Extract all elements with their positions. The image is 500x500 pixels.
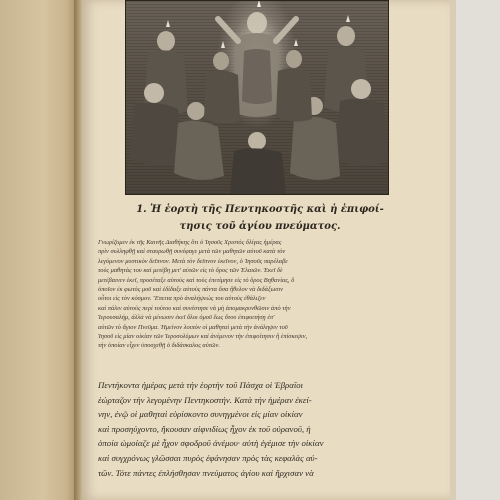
small-text-line: πρὶν συλληφθῇ καὶ σταυρωθῇ συνέφαγε μετὰ τῶν μαθητῶν αὐτοῦ κατὰ τὸν: [98, 248, 286, 256]
small-text-line: καὶ πάλιν αὐτοὺς περὶ τούτου καὶ συνέστησε νὰ μὴ ἀπομακρυνθῶσιν ἀπὸ τὴν: [98, 304, 291, 312]
small-text-line: ὁποῖον ἐκ φωτὸς μοῦ καὶ ἐδίδαξε αὐτοὺς πάντα ὅσα ἤθελον νὰ διδάξωσιν: [98, 286, 283, 294]
large-text-line: νην, ἐνῷ οἱ μαθηταὶ εὑρίσκοντο συνηγμένοι εἰς μίαν οἰκίαν: [98, 409, 303, 420]
section-title-line-1: Ἡ ἑορτὴ τῆς Πεντηκοστῆς καὶ ἡ ἐπιφοί-: [150, 204, 384, 215]
small-text-line: μετέβαινεν ἐκεῖ, προσέταξε αὐτοὺς καὶ τοὺς ἐπετίμησε εἰς τὸ ὄρος Βηθανίας, ὅ: [98, 276, 295, 284]
large-text-line: καὶ συγχρόνως γλῶσσαι πυρὸς ἐφάνησαν πρὸς τὰς κεφαλὰς αὐ-: [98, 452, 318, 463]
large-text-line: ἑώρταζον τὴν λεγομένην Πεντηκοστήν. Κατὰ τὴν ἡμέραν ἐκεί-: [98, 394, 312, 405]
left-page-edge: [0, 0, 78, 500]
small-text-line: Ἱερουσαλήμ, ἀλλὰ νὰ μένωσιν ἐκεῖ ὅλοι ὁμοῦ ἕως ὅτου ἐπιφοιτήσῃ ἐπ': [98, 314, 275, 322]
small-text-line: αὐτῶν τὸ ἅγιον Πνεῦμα. Ἡμείνον λοιπὸν οἱ μαθηταὶ μετὰ τὴν ἀνάληψιν τοῦ: [98, 323, 288, 331]
small-text-line: τοὺς μαθητὰς του καὶ μετέβη μετ' αὐτῶν εἰς τὸ ὄρος τῶν Ἐλαιῶν. Ἐκεῖ δὲ: [98, 267, 283, 275]
large-text-line: τῶν. Τότε πάντες ἐπλήσθησαν πνεύματος ἁγίου καὶ ἤρχισαν νὰ: [98, 467, 314, 478]
section-title-line-2: τησις τοῦ ἁγίου πνεύματος.: [179, 221, 341, 232]
small-text-line: Γνωρίζομεν ἐκ τῆς Καινῆς Διαθήκης ὅτι ὁ Ἰησοῦς Χριστὸς ὅλίγας ἡμέρας: [98, 239, 282, 246]
large-text-line: ὁποία ὡμοίαζε μὲ ἦχον σφοδροῦ ἀνέμου· αὐτὴ ἐγέμισε τὴν οἰκίαν: [98, 438, 324, 449]
small-text-line: Ἰησοῦ εἰς μίαν οἰκίαν τῶν Ἱεροσολύμων καὶ ἀνέμενον τὴν ἐπιφοίτησιν ἢ ἐπίσκεψιν,: [98, 333, 308, 341]
small-text-line: τὴν ὁποίαν εἶχεν ὑποσχεθῇ ὁ διδάσκαλος αὐτῶν.: [98, 342, 220, 350]
page-edge: [450, 0, 456, 500]
main-paragraph: [98, 378, 416, 480]
section-number: 1.: [136, 204, 147, 215]
large-text-line: καὶ προσηύχοντο, ἤκουσαν αἰφνιδίως ἦχον ἐκ τοῦ οὐρανοῦ, ἡ: [98, 423, 311, 434]
section-heading: [100, 201, 420, 235]
small-text-line: λεγόμενον μυστικὸν δεῖπνον. Μετὰ τὸν δεῖπνον ἐκεῖνον, ὁ Ἰησοῦς παρέλαβε: [98, 257, 288, 265]
pentecost-engraving-illustration: [125, 0, 389, 195]
introduction-paragraph: [98, 238, 416, 351]
large-text-line: Πεντήκοντα ἡμέρας μετὰ τὴν ἑορτὴν τοῦ Πάσχα οἱ Ἑβραῖοι: [98, 380, 304, 390]
small-text-line: οὗτοι εἰς τὸν κόσμον. Ἔπειτα πρὸ ἀναλήψεώς του αὐτοὺς ἐθάλιζεν: [98, 295, 266, 303]
